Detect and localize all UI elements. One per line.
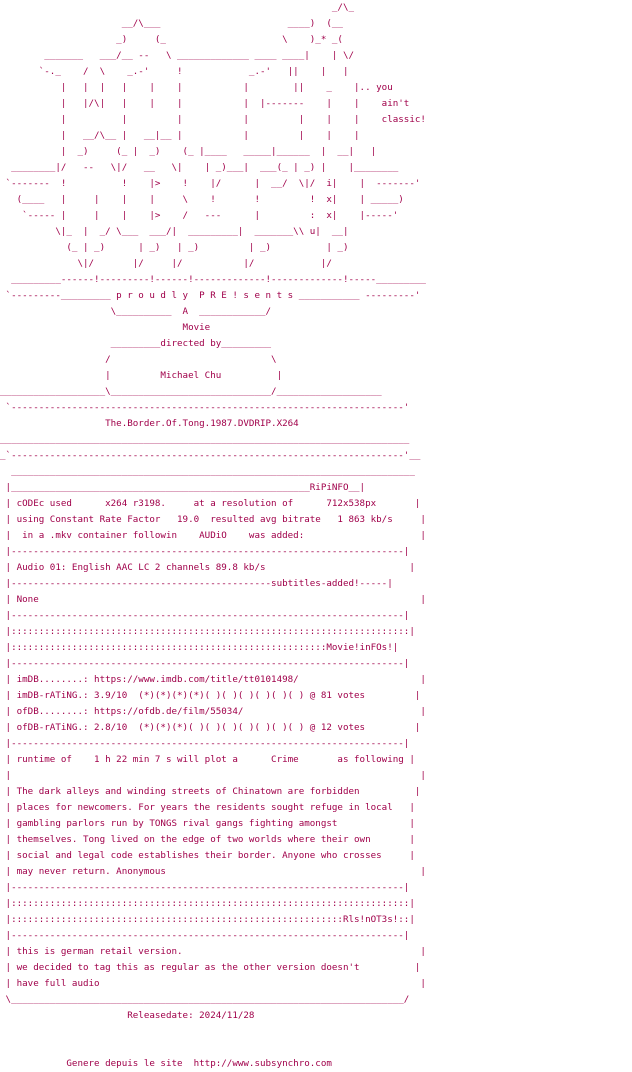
nfo-line: |::::::::::::::::::::::::::::::::::::::::::::::::::::::::::::::::::::::::| bbox=[0, 898, 415, 909]
nfo-line: | runtime of 1 h 22 min 7 s will plot a Crime as following | bbox=[0, 754, 415, 765]
nfo-line: _________------!---------!------!-------------!-------------!-----_________ bbox=[0, 274, 426, 285]
nfo-line: |::::::::::::::::::::::::::::::::::::::::::::::::::::::::::::Rls!nOT3s!::| bbox=[0, 914, 415, 925]
nfo-line: | |/\| | | | | |------- | | ain't bbox=[0, 98, 410, 109]
nfo-line: |-----------------------------------------------------------------------| bbox=[0, 738, 410, 749]
nfo-line: | imDB-rATiNG.: 3.9/10 (*)(*)(*)(*)( )( )( )( )( )( ) @ 81 votes | bbox=[0, 690, 421, 701]
nfo-line: |-----------------------------------------------subtitles-added!-----| bbox=[0, 578, 393, 589]
nfo-line: (____ | | | | \ ! ! ! x| | _____) bbox=[0, 194, 404, 205]
nfo-line: / \ bbox=[0, 354, 277, 365]
nfo-line: | None | bbox=[0, 594, 426, 605]
nfo-line: | | bbox=[0, 770, 426, 781]
nfo-line: | _) (_ | _) (_ |____ _____|______ | __| | bbox=[0, 146, 377, 157]
nfo-line: `------- ! ! |> ! |/ | __/ \|/ i| | -------' bbox=[0, 178, 421, 189]
nfo-line: | themselves. Tong lived on the edge of two worlds where their own | bbox=[0, 834, 415, 845]
nfo-line: _________directed by_________ bbox=[0, 338, 272, 349]
nfo-line: | imDB........: https://www.imdb.com/title/tt0101498/ | bbox=[0, 674, 426, 685]
nfo-line: | using Constant Rate Factor 19.0 resulted avg bitrate 1 863 kb/s | bbox=[0, 514, 426, 525]
nfo-line bbox=[0, 1040, 632, 1056]
nfo-line bbox=[0, 1024, 632, 1040]
nfo-line: _/\_ bbox=[0, 2, 355, 13]
nfo-line: | may never return. Anonymous | bbox=[0, 866, 426, 877]
nfo-line: | have full audio | bbox=[0, 978, 426, 989]
nfo-line: __/\___ ____) (__ bbox=[0, 18, 343, 29]
nfo-line: |::::::::::::::::::::::::::::::::::::::::::::::::::::::::::::::::::::::::| bbox=[0, 626, 415, 637]
nfo-line: | places for newcomers. For years the residents sought refuge in local | bbox=[0, 802, 415, 813]
nfo-line: | this is german retail version. | bbox=[0, 946, 426, 957]
nfo-line: _) (_ \ )_* _( bbox=[0, 34, 343, 45]
nfo-line: | | | | | | | || _ |.. you bbox=[0, 82, 393, 93]
nfo-line: |-----------------------------------------------------------------------| bbox=[0, 546, 410, 557]
nfo-line: | social and legal code establishes their border. Anyone who crosses | bbox=[0, 850, 415, 861]
nfo-line: | Michael Chu | bbox=[0, 370, 283, 381]
nfo-line: ________|/ -- \|/ __ \| | _)___| ___(_ | _) | |________ bbox=[0, 162, 399, 173]
nfo-line: | ofDB-rATiNG.: 2.8/10 (*)(*)(*)( )( )( )( )( )( )( ) @ 12 votes | bbox=[0, 722, 421, 733]
nfo-line: \__________ A ____________/ bbox=[0, 306, 272, 317]
nfo-line: \|/ |/ |/ |/ |/ bbox=[0, 258, 332, 269]
nfo-line: __________________________________________________________________________ bbox=[0, 434, 410, 445]
nfo-line: Genere depuis le site http://www.subsynchro.com bbox=[0, 1058, 332, 1069]
nfo-line: | in a .mkv container followin AUDiO was added: | bbox=[0, 530, 426, 541]
nfo-line: | | | | | | | classic! bbox=[0, 114, 426, 125]
nfo-line: |______________________________________________________RiPiNFO__| bbox=[0, 482, 366, 493]
nfo-line: |-----------------------------------------------------------------------| bbox=[0, 882, 410, 893]
nfo-line: (_ | _) | _) | _) | _) | _) bbox=[0, 242, 349, 253]
nfo-line: Movie bbox=[0, 322, 211, 333]
nfo-line: `-._ / \ _.-' ! _.-' || | | bbox=[0, 66, 349, 77]
nfo-line: | we decided to tag this as regular as the other version doesn't | bbox=[0, 962, 421, 973]
nfo-line: |-----------------------------------------------------------------------| bbox=[0, 930, 410, 941]
nfo-line: \|_ | _/ \___ ___/| _________| _______\\ u| __| bbox=[0, 226, 349, 237]
nfo-line: | ofDB........: https://ofdb.de/film/55034/ | bbox=[0, 706, 426, 717]
nfo-line: | gambling parlors run by TONGS rival gangs fighting amongst | bbox=[0, 818, 415, 829]
nfo-line: _`-----------------------------------------------------------------------'__ bbox=[0, 450, 421, 461]
nfo-line: _________________________________________________________________________ bbox=[0, 466, 415, 477]
nfo-line: \_______________________________________________________________________/ bbox=[0, 994, 410, 1005]
nfo-line: | Audio 01: English AAC LC 2 channels 89.8 kb/s | bbox=[0, 562, 415, 573]
nfo-line: | cODEc used x264 r3198. at a resolution of 712x538px | bbox=[0, 498, 421, 509]
nfo-line: | The dark alleys and winding streets of Chinatown are forbidden | bbox=[0, 786, 421, 797]
nfo-line: `---------_________ p r o u d l y P R E ! s e n t s ___________ ---------' bbox=[0, 290, 421, 301]
nfo-line: |-----------------------------------------------------------------------| bbox=[0, 658, 410, 669]
nfo-line: |:::::::::::::::::::::::::::::::::::::::::::::::::::::::::Movie!inFOs!| bbox=[0, 642, 399, 653]
nfo-line: The.Border.Of.Tong.1987.DVDRIP.X264 bbox=[0, 418, 299, 429]
nfo-line: ___________________\_____________________________/___________________ bbox=[0, 386, 382, 397]
nfo-line: _______ ___/__ -- \ _____________ ____ ____| | \/ bbox=[0, 50, 355, 61]
nfo-line: `-----------------------------------------------------------------------' bbox=[0, 402, 410, 413]
nfo-line: |-----------------------------------------------------------------------| bbox=[0, 610, 410, 621]
nfo-line: | __/\__ | __|__ | | | | | bbox=[0, 130, 360, 141]
nfo-line: `----- | | | |> / --- | : x| |-----' bbox=[0, 210, 399, 221]
nfo-line: Releasedate: 2024/11/28 bbox=[0, 1010, 255, 1021]
